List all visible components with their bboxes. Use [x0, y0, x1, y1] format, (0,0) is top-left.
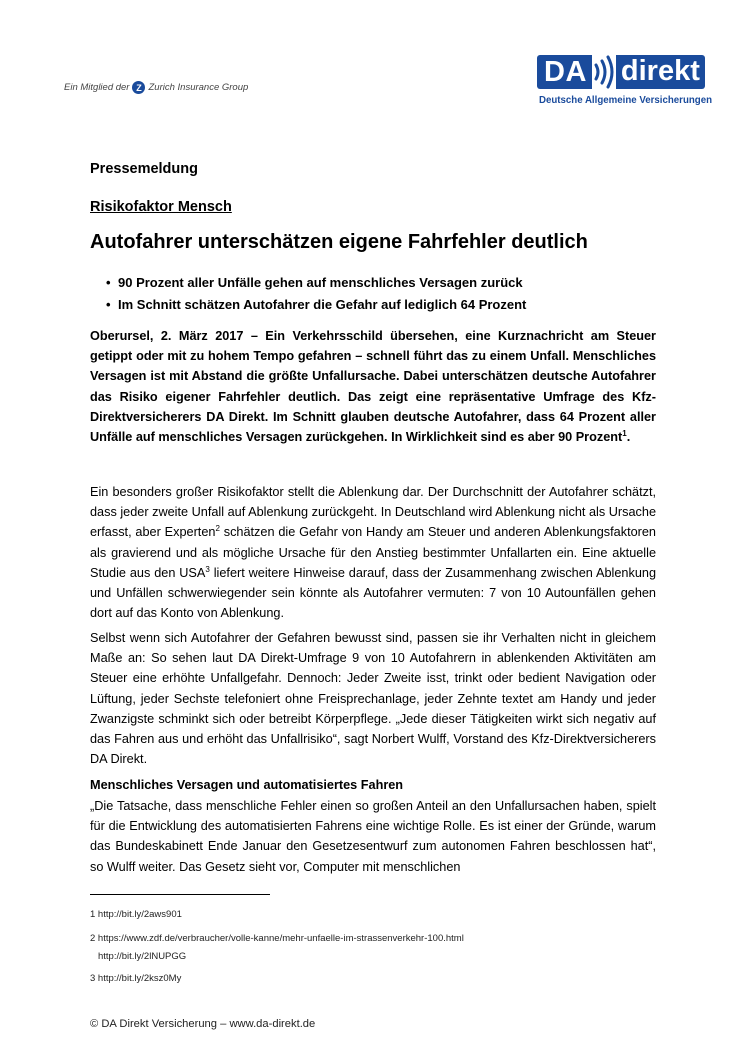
footnote-ref: 3 — [205, 564, 210, 574]
paragraph-text: schätzen die Gefahr von Handy am Steuer und anderen Ablenkungsfaktoren als gravierend und als mögliche Ursache für den Anstieg bestimmter Unfallarten ein. Eine aktuelle Studie aus den USA — [90, 525, 656, 580]
doc-label: Pressemeldung — [90, 161, 198, 177]
section-subhead: Menschliches Versagen und automatisiertes Fahren — [90, 778, 404, 792]
footnote-2-continued: http://bit.ly/2lNUPGG — [98, 951, 187, 962]
intro-text: Oberursel, 2. März 2017 – Ein Verkehrsschild übersehen, eine Kurznachricht am Steuer getippt oder mit zu hohem Tempo gefahren – schnell führt das zu einem Unfall. Menschliches Versagen ist mit Abstand die größte Unfallursache. Dabei unterschätzen deutsche Autofahrer das Risiko eigener Fahrfehler deutlich. Das zeigt eine repräsentative Umfrage des Kfz-Direktversicherers DA Direkt. Im Schnitt glauben deutsche Autofahrer, dass 64 Prozent aller Unfälle auf menschliches Versagen zurückgehen. In Wirklichkeit sind es aber 90 Prozent — [90, 329, 656, 445]
footnote-ref: 1 — [622, 428, 627, 438]
member-prefix: Ein Mitglied der — [64, 82, 130, 93]
logo-direkt-text: direkt — [616, 55, 705, 89]
footnote-3: 3 http://bit.ly/2ksz0My — [90, 973, 182, 984]
footnote-ref: 2 — [215, 524, 220, 534]
intro-paragraph — [90, 326, 656, 447]
signal-waves-icon — [593, 55, 615, 89]
paragraph-text: liefert weitere Hinweise darauf, dass der Zusammenhang zwischen Ablenkung und Unfällen schwerwiegender sein könnte als Autofahrer vermuten: 7 von 10 Autounfällen gehen dort auf das Konto von Ablenkung. — [90, 565, 657, 621]
logo-da-text: DA — [537, 55, 592, 89]
bullet-list — [90, 272, 670, 316]
page-footer: © DA Direkt Versicherung – www.da-direkt.de — [90, 1018, 316, 1030]
headline: Autofahrer unterschätzen eigene Fahrfehler deutlich — [90, 231, 588, 253]
kicker: Risikofaktor Mensch — [90, 199, 232, 215]
paragraph-text: Ein besonders großer Risikofaktor stellt die Ablenkung dar. Der Durchschnitt der Autofahrer schätzt, dass jeder zweite Unfall auf Ablenkung zurückgeht. In Deutschland wird Ablenkung nicht als Ursache erfasst, aber Experten — [90, 485, 656, 540]
member-suffix: Zurich Insurance Group — [148, 82, 249, 93]
footnote-1: 1 http://bit.ly/2aws901 — [90, 909, 182, 920]
bullet-item: • 90 Prozent aller Unfälle gehen auf menschliches Versagen zurück — [90, 272, 670, 294]
paragraph-distraction — [90, 482, 656, 623]
da-direkt-logo — [537, 54, 727, 106]
member-line — [64, 81, 248, 94]
paragraph-automation: „Die Tatsache, dass menschliche Fehler einen so großen Anteil an den Unfallursachen haben, spielt für die Entwicklung des automatisierten Fahrens eine wichtige Rolle. Es ist einer der Gründe, warum das Bundeskabinett Ende Januar den Gesetzesentwurf zum autonomen Fahren beschlossen hat“, so Wulff weiter. Das Gesetz sieht vor, Computer mit menschlichen — [90, 799, 656, 874]
paragraph-behavior: Selbst wenn sich Autofahrer der Gefahren bewusst sind, passen sie ihr Verhalten nicht in gleichem Maße an: So sehen laut DA Direkt-Umfrage 9 von 10 Autofahrern in ablenkenden Aktivitäten am Steuer eine erhöhte Unfallgefahr. Dennoch: Jeder Zweite isst, trinkt oder bedient Navigation oder Lüftung, jeder Sechste telefoniert ohne Freisprechanlage, jeder Zehnte textet am Handy und jeder Zwanzigste schminkt sich oder betreibt Körperpflege. „Jede dieser Tätigkeiten wirkt sich negativ auf das Fahren aus und erhöht das Unfallrisiko“, sagt Norbert Wulff, Vorstand des Kfz-Direktversicherers DA Direkt. — [90, 631, 656, 767]
footnote-2: 2 https://www.zdf.de/verbraucher/volle-kanne/mehr-unfaelle-im-strassenverkehr-100.html — [90, 933, 464, 944]
logo-subtitle: Deutsche Allgemeine Versicherungen — [539, 95, 712, 106]
bullet-item: • Im Schnitt schätzen Autofahrer die Gefahr auf lediglich 64 Prozent — [90, 294, 670, 316]
zurich-logo-icon: Z — [132, 81, 145, 94]
footnote-divider — [90, 894, 270, 895]
intro-end: . — [626, 430, 631, 445]
